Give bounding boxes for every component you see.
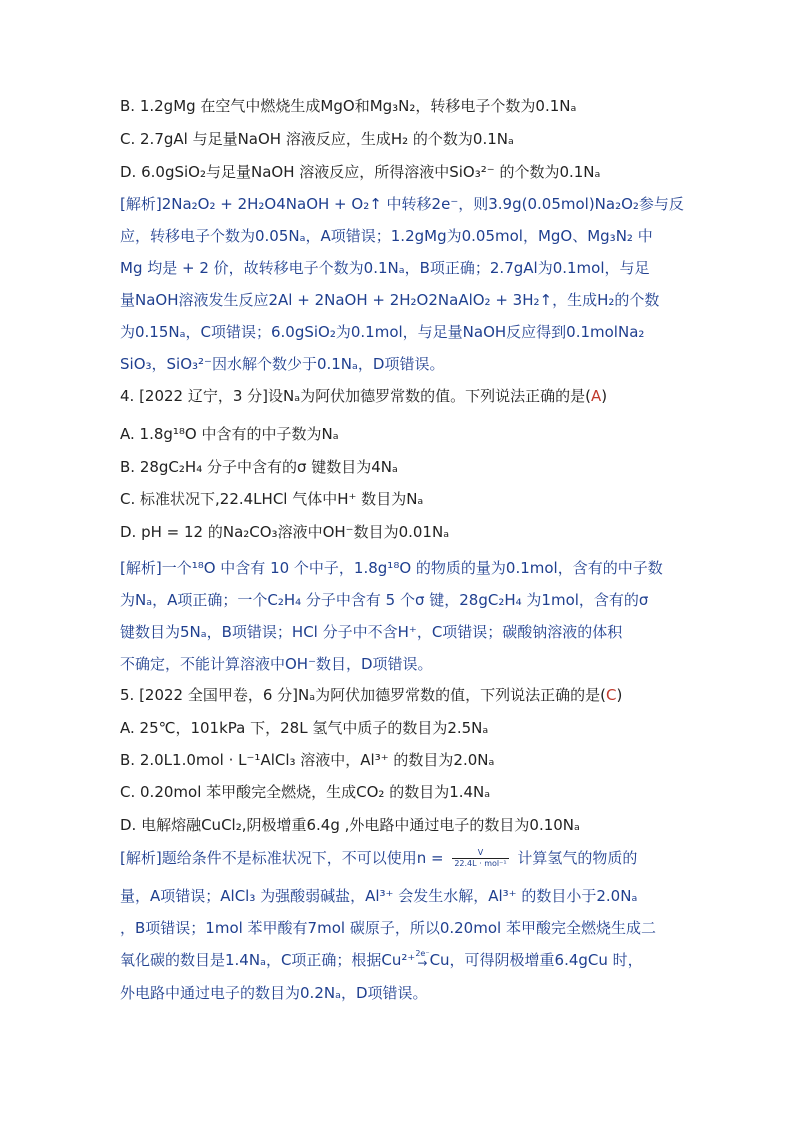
q4-analysis-line-4: 不确定，不能计算溶液中OH⁻数目，D项错误。 xyxy=(120,655,433,673)
q5-analysis-line-4-tail: Cu，可得阴极增重6.4gCu 时， xyxy=(429,951,643,969)
q3-option-b: B. 1.2gMg 在空气中燃烧生成MgO和Mg₃N₂，转移电子个数为0.1Nₐ xyxy=(120,97,577,115)
arrow-icon: → xyxy=(417,956,428,970)
q3-analysis-line-3: Mg 均是 + 2 价，故转移电子个数为0.1Nₐ，B项正确；2.7gAl为0.1mol，与足 xyxy=(120,259,650,277)
q4-answer: A xyxy=(591,387,602,405)
q4-option-a: A. 1.8g¹⁸O 中含有的中子数为Nₐ xyxy=(120,425,339,443)
q3-option-c: C. 2.7gAl 与足量NaOH 溶液反应，生成H₂ 的个数为0.1Nₐ xyxy=(120,130,514,148)
q5-stem-text: 5. [2022 全国甲卷，6 分]Nₐ为阿伏加德罗常数的值，下列说法正确的是( xyxy=(120,686,606,704)
q5-option-a: A. 25℃，101kPa 下，28L 氢气中质子的数目为2.5Nₐ xyxy=(120,719,489,737)
arrow-label: 2e⁻ xyxy=(415,949,430,958)
q3-analysis-line-4: 量NaOH溶液发生反应2Al + 2NaOH + 2H₂O2NaAlO₂ + 3H₂↑，生成H₂的个数 xyxy=(120,291,660,309)
q4-option-c: C. 标准状况下,22.4LHCl 气体中H⁺ 数目为Nₐ xyxy=(120,490,424,508)
q5-analysis-line-5: 外电路中通过电子的数目为0.2Nₐ，D项错误。 xyxy=(120,984,428,1002)
q4-option-b: B. 28gC₂H₄ 分子中含有的σ 键数目为4Nₐ xyxy=(120,458,398,476)
q5-analysis-line-1 xyxy=(120,848,720,869)
q5-analysis-line-4-text: 氧化碳的数目是1.4Nₐ，C项正确；根据Cu²⁺ xyxy=(120,951,416,969)
q5-option-d: D. 电解熔融CuCl₂,阴极增重6.4g ,外电路中通过电子的数目为0.10Nₐ xyxy=(120,816,580,834)
q4-stem xyxy=(120,386,720,406)
gas-volume-fraction xyxy=(452,848,508,869)
q4-option-d: D. pH = 12 的Na₂CO₃溶液中OH⁻数目为0.01Nₐ xyxy=(120,523,450,541)
q5-analysis-line-1-tail: 计算氢气的物质的 xyxy=(512,849,638,867)
q5-option-b: B. 2.0L1.0mol · L⁻¹AlCl₃ 溶液中，Al³⁺ 的数目为2.0Nₐ xyxy=(120,751,495,769)
q4-analysis-line-3: 键数目为5Nₐ，B项错误；HCl 分子中不含H⁺，C项错误；碳酸钠溶液的体积 xyxy=(120,623,623,641)
q5-analysis-line-4 xyxy=(120,950,720,970)
q3-analysis-line-5: 为0.15Nₐ，C项错误；6.0gSiO₂为0.1mol，与足量NaOH反应得到0.1molNa₂ xyxy=(120,323,645,341)
q4-analysis-line-1: [解析]一个¹⁸O 中含有 10 个中子，1.8g¹⁸O 的物质的量为0.1mol，含有的中子数 xyxy=(120,559,663,577)
q5-analysis-line-3: ，B项错误；1mol 苯甲酸有7mol 碳原子，所以0.20mol 苯甲酸完全燃烧生成二 xyxy=(120,919,656,937)
q3-analysis-line-6: SiO₃，SiO₃²⁻因水解个数少于0.1Nₐ，D项错误。 xyxy=(120,355,445,373)
q3-option-d: D. 6.0gSiO₂与足量NaOH 溶液反应，所得溶液中SiO₃²⁻ 的个数为0.1Nₐ xyxy=(120,163,601,181)
fraction-denominator: 22.4L · mol⁻¹ xyxy=(454,859,507,868)
q5-stem-close: ) xyxy=(616,686,623,704)
q5-analysis-line-1-text: [解析]题给条件不是标准状况下，不可以使用n = xyxy=(120,849,449,867)
q5-analysis-line-2: 量，A项错误；AlCl₃ 为强酸弱碱盐，Al³⁺ 会发生水解，Al³⁺ 的数目小于2.0Nₐ xyxy=(120,887,638,905)
q3-analysis-line-2: 应，转移电子个数为0.05Nₐ，A项错误；1.2gMg为0.05mol，MgO、Mg₃N₂ 中 xyxy=(120,227,653,245)
q4-stem-close: ) xyxy=(601,387,608,405)
q4-stem-text: 4. [2022 辽宁，3 分]设Nₐ为阿伏加德罗常数的值。下列说法正确的是( xyxy=(120,387,591,405)
electron-transfer-arrow xyxy=(415,950,429,968)
q3-analysis-line-1: [解析]2Na₂O₂ + 2H₂O4NaOH + O₂↑ 中转移2e⁻，则3.9g(0.05mol)Na₂O₂参与反 xyxy=(120,195,684,213)
q5-stem xyxy=(120,685,720,705)
q5-option-c: C. 0.20mol 苯甲酸完全燃烧，生成CO₂ 的数目为1.4Nₐ xyxy=(120,783,491,801)
q5-answer: C xyxy=(606,686,617,704)
fraction-numerator: V xyxy=(452,848,508,859)
q4-analysis-line-2: 为Nₐ，A项正确；一个C₂H₄ 分子中含有 5 个σ 键，28gC₂H₄ 为1mol，含有的σ xyxy=(120,591,649,609)
